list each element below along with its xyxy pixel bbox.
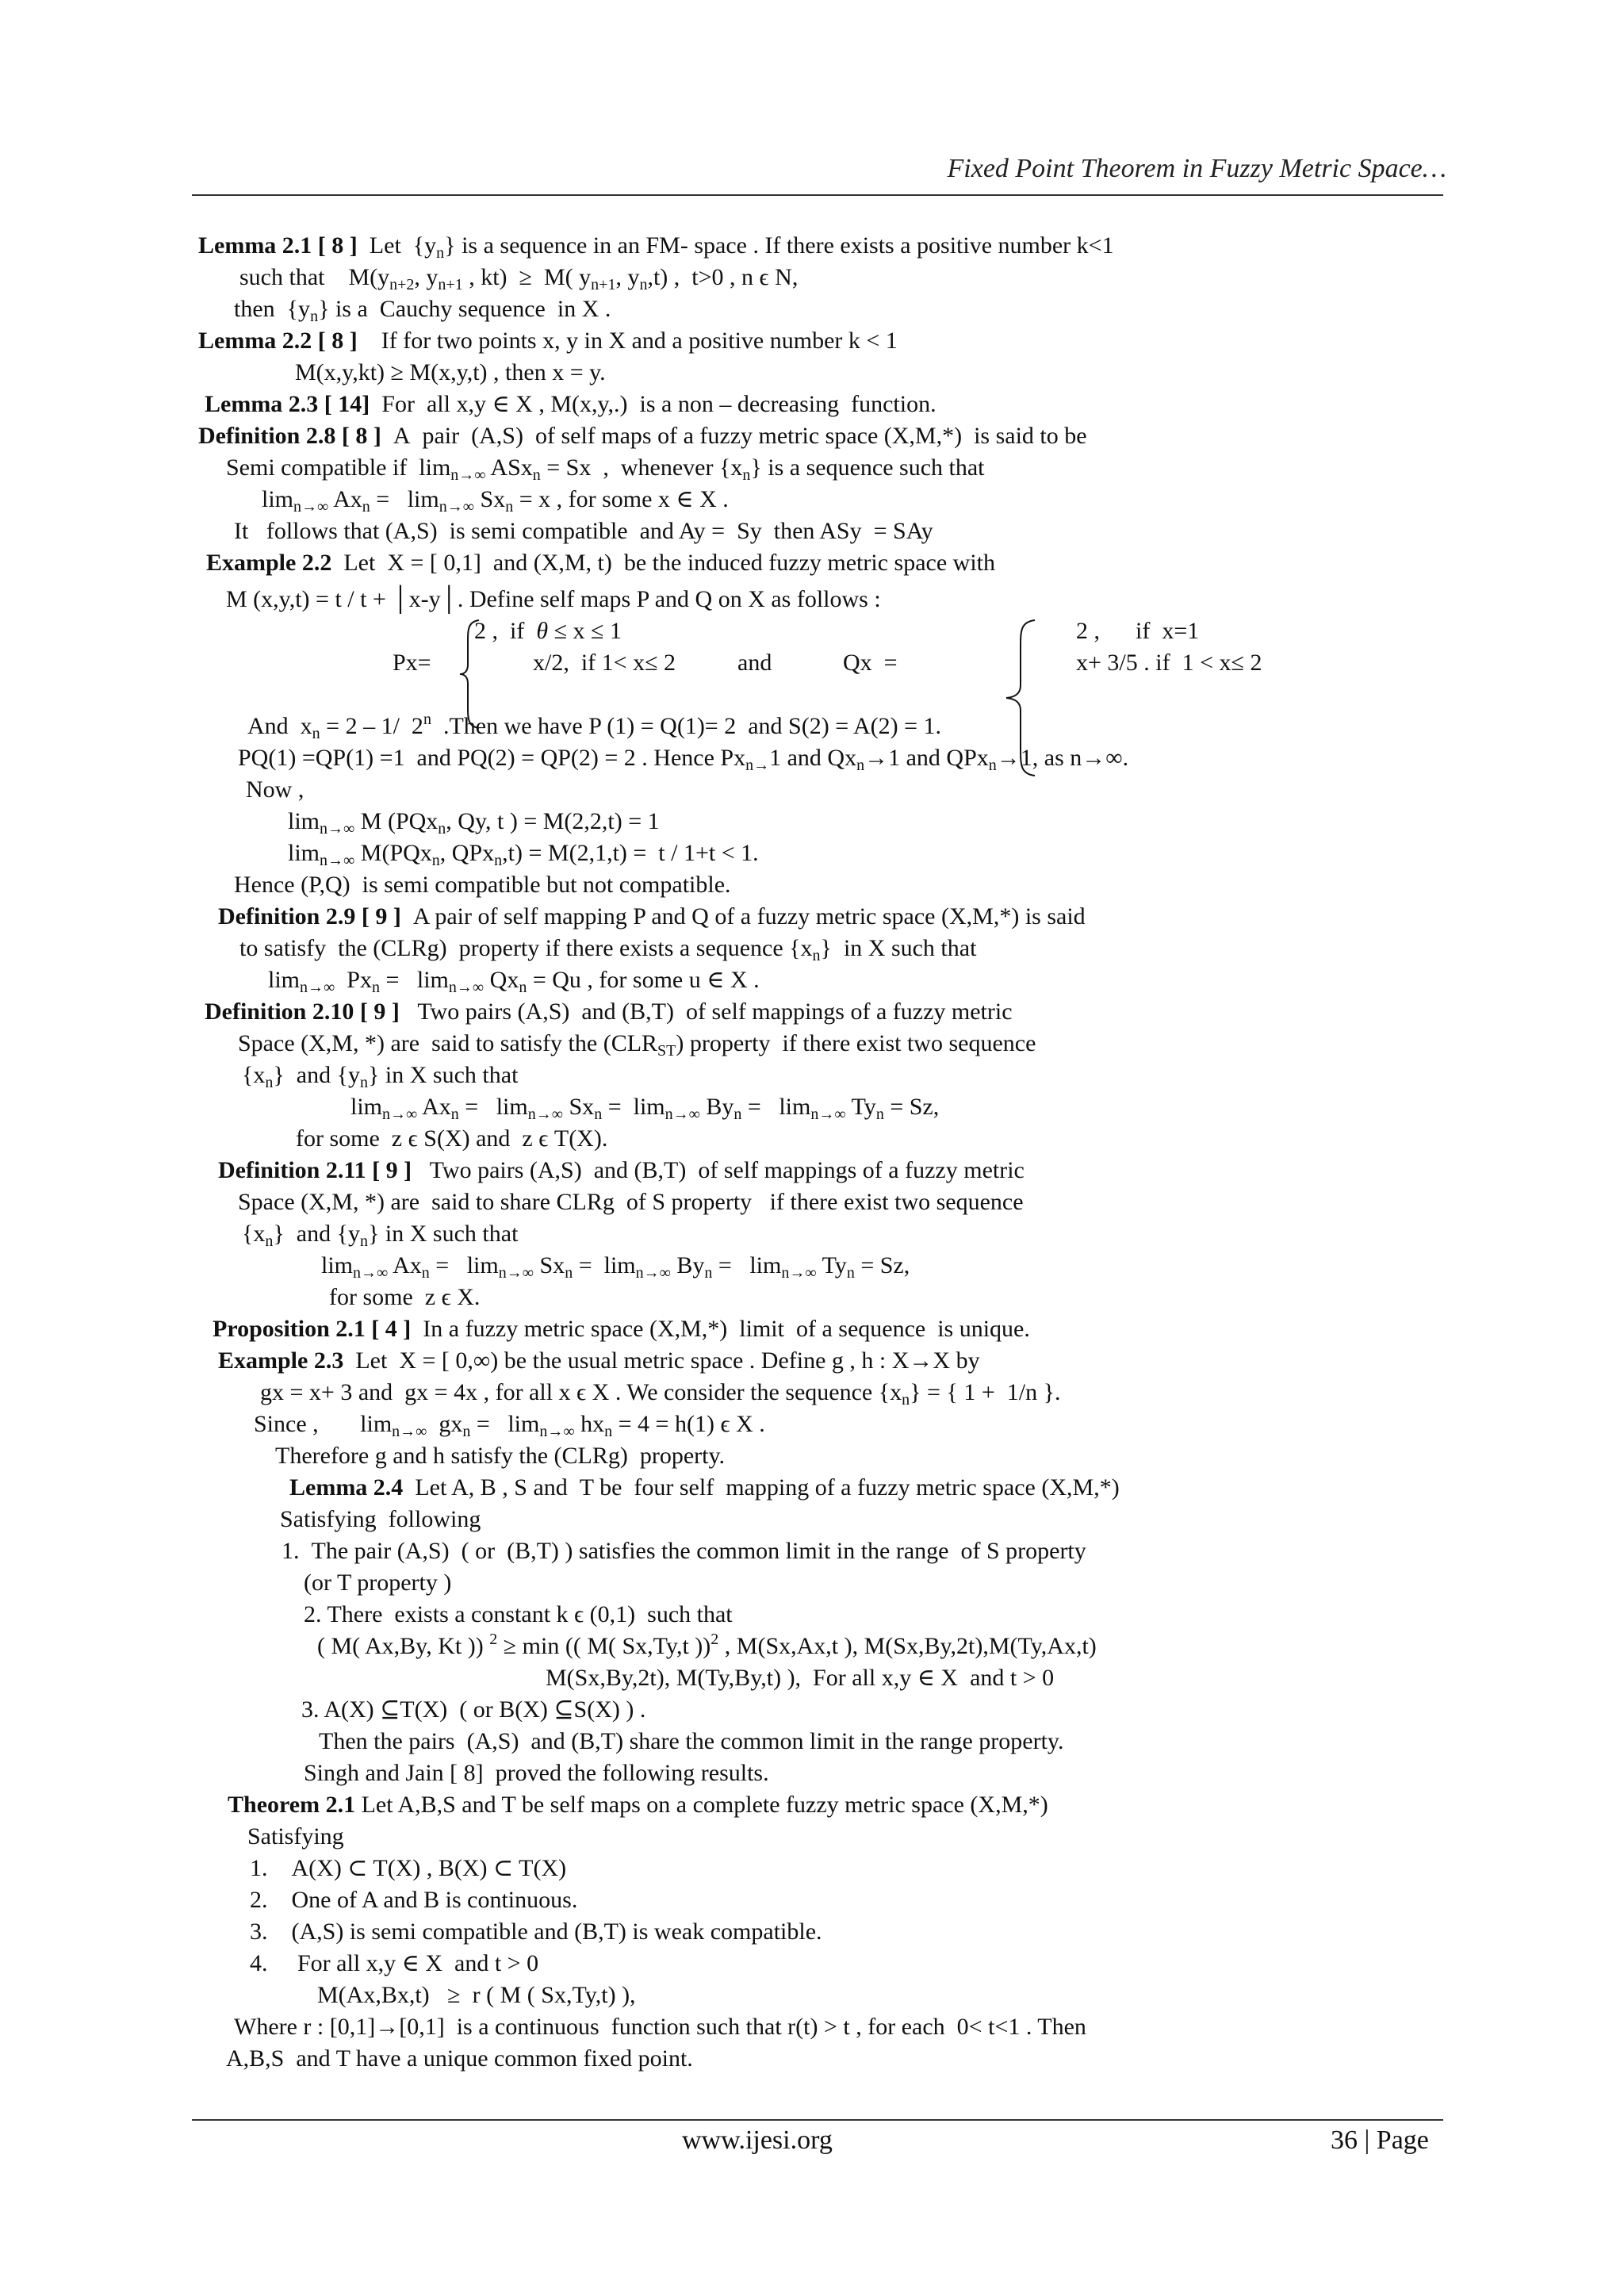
line-text: M(Sx,By,2t), M(Ty,By,t) ), For all x,y ∈ X and t > 0 (546, 1665, 1055, 1691)
text-line (246, 776, 304, 804)
line-text: A pair of self mapping P and Q of a fuzzy metric space (X,M,*) is said (400, 903, 1086, 930)
text-line (474, 617, 622, 646)
line-text: Singh and Jain [ 8] proved the following results. (304, 1760, 769, 1786)
text-line (546, 1664, 1054, 1692)
text-line (226, 2045, 693, 2073)
text-line (280, 1505, 481, 1534)
line-text: for some z ϵ S(X) and z ϵ T(X). (296, 1125, 608, 1152)
text-line (321, 1251, 910, 1280)
text-line (234, 871, 731, 899)
left-brace-px (458, 619, 482, 730)
label-bold: Definition 2.8 [ 8 ] (198, 423, 381, 449)
line-text: Therefore g and h satisfy the (CLRg) property. (275, 1443, 726, 1469)
line-text: Two pairs (A,S) and (B,T) of self mappings of a fuzzy metric (399, 999, 1013, 1025)
text-line (239, 934, 976, 963)
line-text: $\{x_n\}$ and $\{y_n\}$ in X such that (242, 1062, 519, 1091)
line-text: For all x,y ∈ X , M(x,y,.) is a non – decreasing function. (370, 391, 936, 417)
line-text: Since , $\lim_{n\to\infty} gx_n = \lim_{n\to\infty} hx_n = 4 = h(1)$ ϵ X . (254, 1411, 765, 1440)
line-text: $\lim_{n\to\infty} Ax_n = \lim_{n\to\infty} Sx_n = \lim_{n\to\infty} By_n = \lim_{n\to\infty} Ty_n = Sz$, (350, 1094, 940, 1123)
text-line (238, 1029, 1036, 1058)
text-line (304, 1759, 769, 1788)
label-bold: Definition 2.11 [ 9 ] (218, 1157, 412, 1183)
label-bold: Lemma 2.1 [ 8 ] (198, 232, 358, 259)
text-line (317, 1632, 1097, 1661)
label-bold: Definition 2.10 [ 9 ] (205, 999, 400, 1025)
text-line (234, 295, 611, 324)
text-line (262, 485, 729, 514)
label-bold: Proposition 2.1 [ 4 ] (213, 1316, 412, 1342)
line-text: 1. A(X) ⊂ T(X) , B(X) ⊂ T(X) (250, 1855, 567, 1881)
text-line (1076, 617, 1199, 646)
footer-page-number: 36 | Page (1331, 2125, 1429, 2155)
label-bold: Lemma 2.3 [ 14] (205, 391, 370, 417)
text-line (238, 1188, 1024, 1217)
line-text: $\lim_{n\to\infty} Px_n = \lim_{n\to\infty} Qx_n = Qu$ , for some u ∈ X . (268, 967, 760, 996)
line-text: $\lim_{n\to\infty} Ax_n = \lim_{n\to\infty} Sx_n = x$ , for some x ∈ X . (262, 486, 729, 516)
line-text: A,B,S and T have a unique common fixed point. (226, 2045, 693, 2072)
line-text: In a fuzzy metric space (X,M,*) limit of a sequence is unique. (411, 1316, 1030, 1342)
line-text: for some z ϵ X. (329, 1284, 481, 1310)
line-text: such that $M(y_{n+2}$, $y_{n+1}$ , kt) ≥ M( $y_{n+1}$, $y_n,t$) , t>0 , n ϵ N, (239, 264, 799, 293)
line-text: 3. A(X) ⊆T(X) ( or B(X) ⊆S(X) ) . (301, 1696, 646, 1723)
text-line (205, 390, 936, 419)
line-text: Let X = [ 0,∞) be the usual metric space . Define g , h : X→X by (343, 1347, 980, 1374)
label-bold: Lemma 2.4 (289, 1474, 404, 1501)
text-line (301, 1696, 645, 1724)
line-text: Then the pairs (A,S) and (B,T) share the common limit in the range property. (319, 1728, 1064, 1754)
footer-rule (192, 2119, 1443, 2121)
text-line (260, 1378, 1061, 1407)
line-text: M(Ax,Bx,t) ≥ r ( M ( Sx,Ty,t) ), (317, 1982, 636, 2008)
text-line (213, 1315, 1030, 1343)
line-text: Satisfying following (280, 1506, 481, 1532)
text-line (242, 1220, 518, 1248)
line-text: Qx = (843, 650, 898, 676)
text-line (288, 807, 660, 836)
line-text: x+ 3/5 . if 1 < x≤ 2 (1076, 650, 1262, 676)
text-line (843, 649, 898, 677)
line-text: 2. One of A and B is continuous. (250, 1887, 578, 1913)
line-text: then $\{y_n\}$ is a Cauchy sequence in X . (234, 296, 611, 325)
text-line (393, 649, 431, 677)
text-line (533, 649, 676, 677)
line-text: Two pairs (A,S) and (B,T) of self mappings of a fuzzy metric (412, 1157, 1025, 1183)
text-line (304, 1569, 451, 1597)
text-line (247, 1823, 344, 1851)
label-bold: Lemma 2.2 [ 8 ] (198, 328, 358, 354)
text-line (317, 1981, 636, 2010)
text-line (1076, 649, 1262, 677)
text-line (218, 1156, 1025, 1185)
line-text: ( M( Ax,By, Kt )) $^2$ ≥ min (( M( Sx,Ty,t ))$^2$ , M(Sx,Ax,t ), M(Sx,By,2t),M(Ty,Ax,t) (317, 1631, 1097, 1659)
line-text: 2. There exists a constant k ϵ (0,1) such that (304, 1601, 733, 1627)
text-line (226, 454, 985, 482)
text-line (275, 1442, 725, 1470)
text-line (250, 1886, 577, 1915)
line-text: 2 , if x=1 (1076, 618, 1200, 644)
text-line (198, 327, 898, 355)
line-text: (or T property ) (304, 1570, 452, 1596)
line-text: And $x_n = 2 - 1/$ 2$^n$ .Then we have P (1) = Q(1)= 2 and S(2) = A(2) = 1. (247, 711, 942, 742)
label-bold: Example 2.3 (218, 1347, 344, 1374)
line-text: 4. For all x,y ∈ X and t > 0 (250, 1950, 539, 1976)
line-text: M(x,y,kt) ≥ M(x,y,t) , then x = y. (295, 359, 606, 385)
line-text: Hence (P,Q) is semi compatible but not compatible. (234, 872, 731, 898)
text-line (198, 422, 1087, 450)
line-text: x/2, if 1< x≤ 2 (533, 650, 676, 676)
line-text: M (x,y,t) = t / t + │x-y│. Define self maps P and Q on X as follows : (226, 586, 881, 612)
text-line (238, 744, 1128, 772)
line-text: Let X = [ 0,1] and (X,M, t) be the induced fuzzy metric space with (331, 550, 995, 576)
text-line (296, 1125, 607, 1153)
text-line (206, 549, 995, 577)
line-text: $\lim_{n\to\infty} Ax_n = \lim_{n\to\infty} Sx_n = \lim_{n\to\infty} By_n = \lim_{n\to\infty} Ty_n = Sz$, (321, 1252, 910, 1282)
text-line (295, 358, 606, 387)
text-line (226, 585, 881, 614)
text-line (242, 1061, 518, 1090)
line-text: A pair (A,S) of self maps of a fuzzy metric space (X,M,*) is said to be (381, 423, 1087, 449)
line-text: PQ(1) =QP(1) =1 and PQ(2) = QP(2) = 2 . Hence $Px_{n\to}1$ and $Qx_n\to 1$ and QPx$_n$→1, as n→∞. (238, 745, 1129, 774)
footer-website: www.ijesi.org (682, 2125, 833, 2155)
line-text: Space (X,M, *) are said to satisfy the $(CLR_{ST})$ property if there exist two sequence (238, 1030, 1036, 1060)
line-text: If for two points x, y in X and a positive number k < 1 (357, 328, 898, 354)
line-text: 2 , if θ ≤ x ≤ 1 (474, 618, 622, 644)
line-text: Where r : [0,1]→[0,1] is a continuous function such that r(t) > t , for each 0< t<1 . Then (234, 2014, 1086, 2040)
line-text: $\{x_n\}$ and $\{y_n\}$ in X such that (242, 1221, 519, 1250)
text-line (250, 1949, 538, 1978)
text-line (319, 1727, 1063, 1756)
line-text: Let $\{y_n\}$ is a sequence in an FM- space . If there exists a positive number k<1 (357, 232, 1114, 262)
text-line (254, 1410, 765, 1439)
running-header-title: Fixed Point Theorem in Fuzzy Metric Space… (947, 154, 1446, 183)
line-text: Now , (246, 776, 304, 803)
label-bold: Definition 2.9 [ 9 ] (218, 903, 401, 930)
text-line (205, 998, 1013, 1026)
line-text: 3. (A,S) is semi compatible and (B,T) is weak compatible. (250, 1918, 822, 1945)
line-text: $\lim_{n\to\infty} M(PQx_n$, QPx$_n$,t) = M(2,1,t) = t / 1+t < 1. (288, 840, 759, 869)
text-line (250, 1854, 566, 1883)
text-line (198, 232, 1114, 260)
line-text: and (737, 650, 772, 676)
text-line (288, 839, 759, 868)
text-line (737, 649, 772, 677)
line-text: to satisfy the (CLRg) property if there exists a sequence $\{x_n\}$ in X such that (239, 935, 977, 964)
line-text: Space (X,M, *) are said to share CLRg of S property if there exist two sequence (238, 1189, 1024, 1215)
text-line (218, 1347, 980, 1375)
line-text: $\lim_{n\to\infty} M$ (PQx$_n$, Qy, t ) = M(2,2,t) = 1 (288, 808, 660, 838)
label-bold: Theorem 2.1 (228, 1792, 356, 1818)
text-line (250, 1918, 822, 1946)
text-line (350, 1093, 939, 1121)
text-line (329, 1283, 480, 1312)
line-text: Let A, B , S and T be four self mapping of a fuzzy metric space (X,M,*) (403, 1474, 1120, 1501)
text-line (234, 2013, 1086, 2041)
line-text: Semi compatible if $\lim_{n\to\infty} ASx_n = Sx$ , whenever $\{x_n\}$ is a sequence such that (226, 454, 985, 484)
line-text: Satisfying (247, 1823, 344, 1849)
line-text: 1. The pair (A,S) ( or (B,T) ) satisfies the common limit in the range of S property (282, 1538, 1086, 1564)
text-line (218, 903, 1086, 931)
text-line (282, 1537, 1086, 1566)
label-bold: Example 2.2 (206, 550, 332, 576)
text-line (289, 1474, 1120, 1502)
line-text: gx = x+ 3 and gx = 4x , for all x ϵ X . We consider the sequence $\{x_n\}$ = { 1 + 1/n }. (260, 1379, 1061, 1409)
text-line (304, 1600, 733, 1629)
text-line (228, 1791, 1048, 1819)
text-line (247, 712, 941, 741)
line-text: Let A,B,S and T be self maps on a complete fuzzy metric space (X,M,*) (355, 1792, 1048, 1818)
text-line (234, 517, 933, 546)
left-brace-qx (1003, 619, 1043, 777)
line-text: It follows that (A,S) is semi compatible and Ay = Sy then ASy = SAy (234, 518, 933, 544)
line-text: Px= (393, 650, 431, 676)
text-line (239, 263, 798, 292)
header-rule (192, 194, 1443, 196)
text-line (268, 966, 760, 995)
